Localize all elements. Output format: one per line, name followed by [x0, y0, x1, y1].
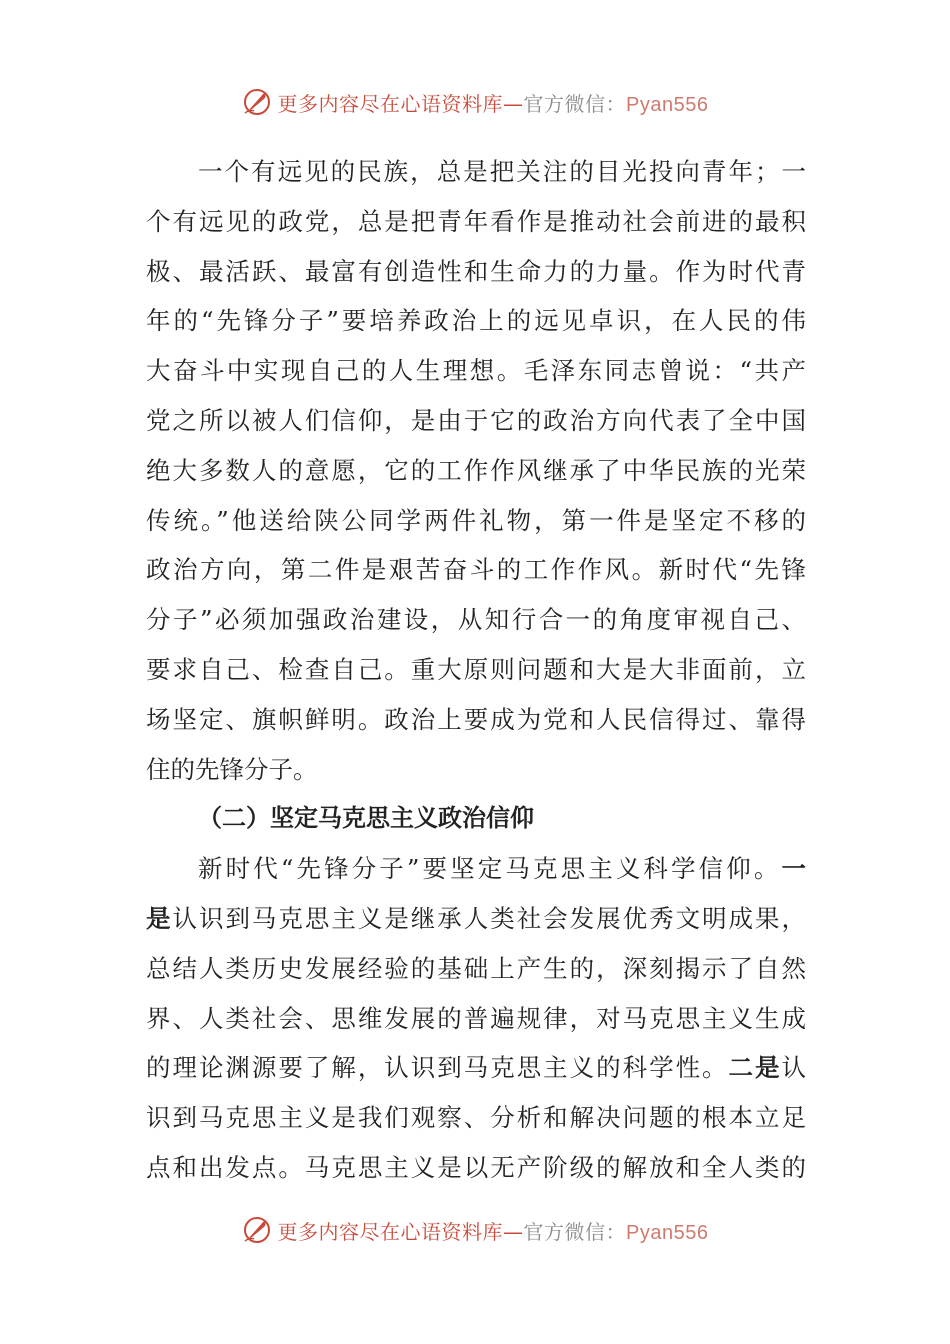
paragraph-line: 传统。”他送给陕公同学两件礼物，第一件是坚定不移的	[146, 505, 806, 535]
bold-marker: 一	[781, 854, 806, 884]
paragraph-line: 场坚定、旗帜鲜明。政治上要成为党和人民信得过、靠得	[146, 704, 806, 734]
watermark-dash: —	[503, 91, 524, 116]
watermark-main: 更多内容尽在心语资料库	[277, 1219, 504, 1244]
paragraph-line: 分子”必须加强政治建设，从知行合一的角度审视自己、	[146, 605, 806, 635]
paragraph-line	[146, 844, 806, 894]
paragraph-line: 个有远见的政党，总是把青年看作是推动社会前进的最积	[146, 206, 806, 236]
header-watermark	[0, 82, 950, 122]
paragraph-line: 绝大多数人的意愿，它的工作作风继承了中华民族的光荣	[146, 455, 806, 485]
line-text: 认识到马克思主义是继承人类社会发展优秀文明成果，	[172, 903, 806, 933]
paragraph-line: 识到马克思主义是我们观察、分析和解决问题的根本立足	[146, 1103, 806, 1133]
line-text: 认	[781, 1053, 806, 1083]
watermark-sub: 官方微信：	[523, 91, 627, 116]
paragraph-line: 极、最活跃、最富有创造性和生命力的力量。作为时代青	[146, 256, 806, 286]
bold-marker: 是	[146, 903, 173, 933]
paragraph-line: 党之所以被人们信仰，是由于它的政治方向代表了全中国	[146, 405, 806, 435]
paragraph-line	[146, 894, 806, 944]
watermark-account: Pyan556	[626, 1221, 709, 1244]
paragraph-line: 住的先锋分子。	[146, 754, 318, 784]
line-text: 新时代“先锋分子”要坚定马克思主义科学信仰。	[198, 854, 782, 884]
paragraph-line: 政治方向，第二件是艰苦奋斗的工作作风。新时代“先锋	[146, 555, 806, 585]
quill-logo-icon	[242, 1215, 272, 1245]
paragraph-line: 总结人类历史发展经验的基础上产生的，深刻揭示了自然	[146, 953, 806, 983]
watermark-account: Pyan556	[626, 93, 709, 116]
paragraph-line	[146, 1043, 806, 1093]
paragraph-line: 年的“先锋分子”要培养政治上的远见卓识，在人民的伟	[146, 306, 806, 336]
paragraph-line: 界、人类社会、思维发展的普遍规律，对马克思主义生成	[146, 1003, 806, 1033]
watermark-sub: 官方微信：	[523, 1219, 627, 1244]
paragraph-line: 大奋斗中实现自己的人生理想。毛泽东同志曾说：“共产	[146, 356, 806, 386]
paragraph-line: 要求自己、检查自己。重大原则问题和大是大非面前，立	[146, 654, 806, 684]
watermark-main: 更多内容尽在心语资料库	[277, 91, 504, 116]
section-heading: （二）坚定马克思主义政治信仰	[198, 804, 534, 833]
watermark-dash: —	[503, 1219, 524, 1244]
paragraph-line: 一个有远见的民族，总是把关注的目光投向青年；一	[198, 157, 806, 186]
watermark-text	[278, 88, 709, 117]
document-body	[146, 147, 806, 1193]
quill-logo-icon	[242, 87, 272, 117]
watermark-text	[278, 1216, 709, 1245]
footer-watermark	[0, 1210, 950, 1250]
line-text: 的理论渊源要了解，认识到马克思主义的科学性。	[146, 1053, 729, 1083]
paragraph-line: 点和出发点。马克思主义是以无产阶级的解放和全人类的	[146, 1152, 806, 1182]
bold-marker: 二是	[728, 1053, 782, 1083]
